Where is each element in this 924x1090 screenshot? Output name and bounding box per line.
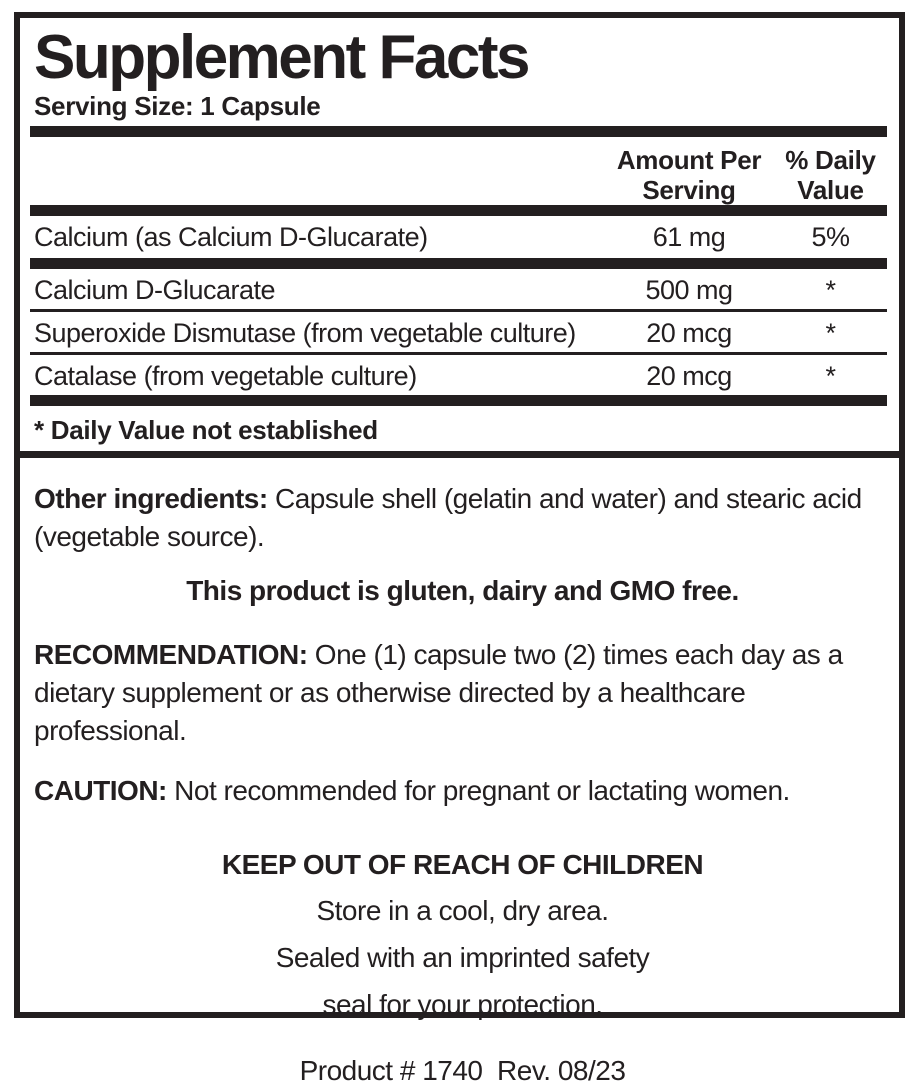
ingredient-daily-value: * [825,318,836,348]
ingredient-daily-value: * [825,275,836,305]
recommendation-label: RECOMMENDATION: [34,639,308,670]
other-ingredients [34,458,891,556]
column-header-line: % Daily [785,145,876,175]
column-header-amount-per-serving [604,145,774,205]
product-number: Product # 1740 Rev. 08/23 [299,1055,626,1086]
ingredient-amount: 20 mcg [646,361,732,391]
table-row [20,312,899,352]
ingredient-daily-value: * [825,361,836,391]
ingredient-name: Calcium (as Calcium D-Glucarate) [34,222,428,252]
recommendation-line2: dietary supplement or as otherwise directed by a healthcare [34,677,746,708]
table-header-row [20,137,899,205]
table-row [20,355,899,395]
ingredient-name: Superoxide Dismutase (from vegetable culture) [34,318,576,348]
storage-instruction: Store in a cool, dry area. [316,895,609,926]
separator-bar-thick [30,258,887,269]
daily-value-footnote: * Daily Value not established [34,415,378,445]
other-ingredients-line1: Capsule shell (gelatin and water) and stearic acid [274,483,862,514]
ingredient-daily-value: 5% [811,222,850,252]
recommendation-line1: One (1) capsule two (2) times each day as a [314,639,843,670]
ingredient-amount: 61 mg [652,222,726,252]
panel-title: Supplement Facts [34,23,528,92]
separator-bar-thick [30,126,887,137]
caution-label: CAUTION: [34,775,167,806]
label-border-frame [14,12,905,1086]
recommendation [34,610,891,750]
seal-notice-line2: seal for your protection. [322,989,603,1020]
serving-size: Serving Size: 1 Capsule [34,91,321,121]
free-claim: This product is gluten, dairy and GMO free. [186,575,739,606]
supplement-facts-panel [20,18,899,458]
column-header-line: Value [797,175,864,205]
other-ingredients-line2: (vegetable source). [34,521,265,552]
info-section [20,458,899,1090]
ingredient-name: Catalase (from vegetable culture) [34,361,417,391]
column-header-line: Amount Per [616,145,762,175]
other-ingredients-label: Other ingredients: [34,483,268,514]
column-header-line: Serving [642,175,736,205]
table-row [20,269,899,309]
ingredient-name: Calcium D-Glucarate [34,275,276,305]
separator-bar-thick [30,395,887,406]
table-row [20,216,899,258]
recommendation-line3: professional. [34,715,187,746]
caution [34,750,891,810]
caution-text: Not recommended for pregnant or lactating women. [174,775,790,806]
ingredient-amount: 20 mcg [646,318,732,348]
seal-notice-line1: Sealed with an imprinted safety [275,942,650,973]
ingredient-amount: 500 mg [645,275,733,305]
column-header-daily-value [774,145,887,205]
keep-out-warning: KEEP OUT OF REACH OF CHILDREN [221,849,704,880]
separator-bar-thick [30,205,887,216]
header-spacer [20,145,604,205]
